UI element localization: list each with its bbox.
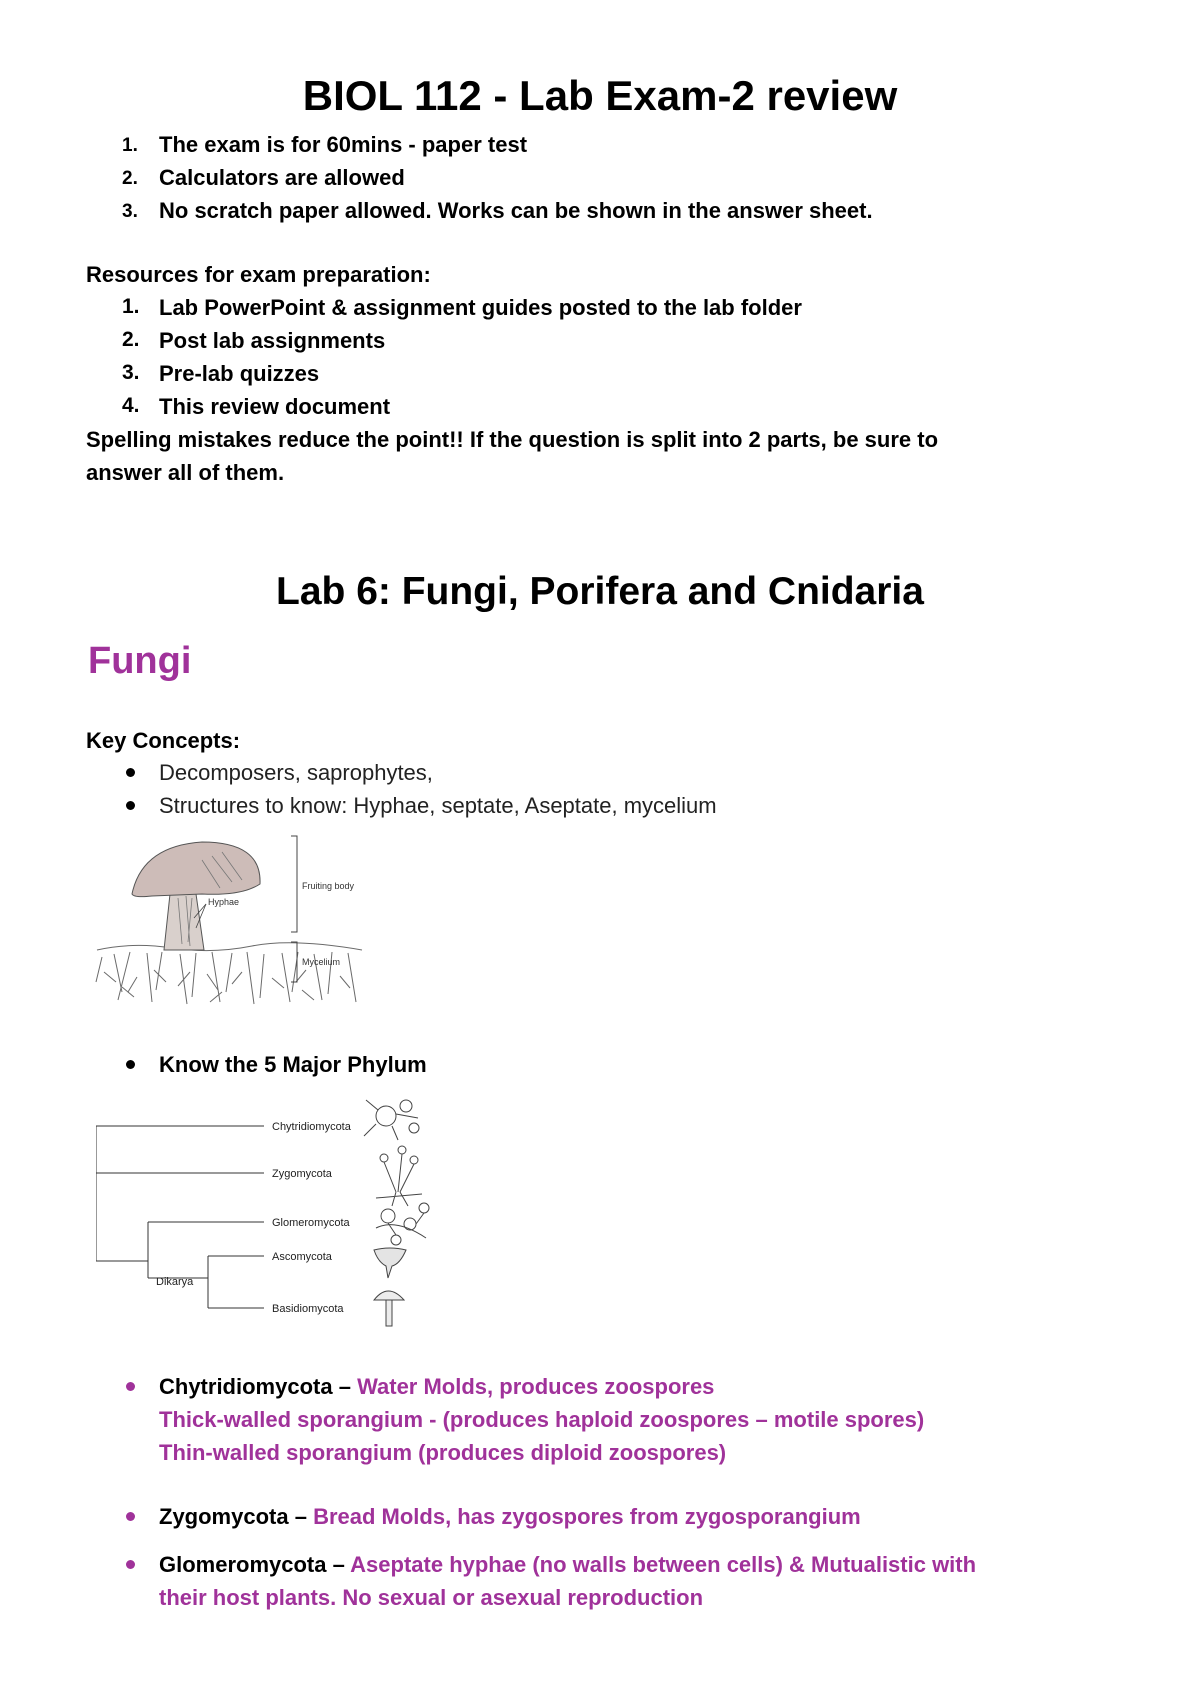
bullet-icon bbox=[126, 801, 135, 810]
bullet-icon bbox=[126, 1560, 135, 1569]
phylum-separator: – bbox=[288, 1504, 314, 1529]
list-number: 1. bbox=[122, 135, 138, 156]
glomeromycota-line bbox=[159, 1552, 976, 1578]
resource-item: This review document bbox=[159, 394, 391, 419]
list-number: 2. bbox=[122, 328, 140, 351]
key-concept-item: Decomposers, saprophytes, bbox=[159, 760, 433, 785]
exam-rule-item: No scratch paper allowed. Works can be shown in the answer sheet. bbox=[159, 198, 873, 223]
chytridiomycota-detail-line: Thin-walled sporangium (produces diploid zoospores) bbox=[159, 1440, 727, 1465]
document-title: BIOL 112 - Lab Exam-2 review bbox=[302, 72, 898, 119]
zygomycota-line bbox=[159, 1504, 861, 1530]
phylum-bullet-text: Know the 5 Major Phylum bbox=[159, 1052, 427, 1077]
taxon-label: Chytridiomycota bbox=[272, 1121, 351, 1133]
phylum-description: Aseptate hyphae (no walls between cells) & Mutualistic with bbox=[350, 1552, 977, 1577]
phylum-separator: – bbox=[332, 1374, 358, 1399]
phylum-name: Glomeromycota bbox=[159, 1552, 327, 1577]
glomeromycota-detail-line: their host plants. No sexual or asexual reproduction bbox=[159, 1585, 704, 1610]
ascomycota-sketch-icon bbox=[374, 1248, 406, 1278]
taxon-label: Glomeromycota bbox=[272, 1217, 350, 1229]
taxon-label: Ascomycota bbox=[272, 1251, 332, 1263]
list-number: 3. bbox=[122, 361, 140, 384]
exam-rule-item: Calculators are allowed bbox=[159, 165, 405, 190]
phylum-description: Water Molds, produces zoospores bbox=[357, 1374, 715, 1399]
list-number: 2. bbox=[122, 168, 138, 189]
basidiomycota-sketch-icon bbox=[374, 1291, 404, 1326]
fungi-cladogram bbox=[96, 1088, 436, 1342]
glomeromycota-sketch-icon bbox=[376, 1203, 429, 1245]
mycelium-roots bbox=[96, 943, 362, 1004]
key-concepts-label: Key Concepts: bbox=[86, 728, 241, 753]
bullet-icon bbox=[126, 1060, 135, 1069]
key-concept-item: Structures to know: Hyphae, septate, Aseptate, mycelium bbox=[159, 793, 717, 818]
warning-text-line: Spelling mistakes reduce the point!! If the question is split into 2 parts, be sure to bbox=[86, 427, 939, 452]
list-number: 1. bbox=[122, 295, 140, 318]
phylum-name: Zygomycota bbox=[159, 1504, 289, 1529]
mushroom-structure-figure bbox=[92, 832, 372, 1010]
phylum-separator: – bbox=[326, 1552, 351, 1577]
taxon-label: Basidiomycota bbox=[272, 1303, 344, 1315]
clade-label-dikarya: Dikarya bbox=[156, 1276, 194, 1288]
resource-item: Post lab assignments bbox=[159, 328, 386, 353]
label-hyphae: Hyphae bbox=[208, 897, 240, 907]
exam-rule-item: The exam is for 60mins - paper test bbox=[159, 132, 528, 157]
list-number: 4. bbox=[122, 394, 140, 417]
resource-item: Pre-lab quizzes bbox=[159, 361, 320, 386]
label-mycelium: Mycelium bbox=[302, 957, 341, 967]
list-number: 3. bbox=[122, 201, 138, 222]
lab-title: Lab 6: Fungi, Porifera and Cnidaria bbox=[276, 570, 924, 613]
bullet-icon bbox=[126, 768, 135, 777]
label-fruiting-body: Fruiting body bbox=[302, 881, 355, 891]
bullet-icon bbox=[126, 1382, 135, 1391]
taxon-label: Zygomycota bbox=[272, 1168, 332, 1180]
phylum-description: Bread Molds, has zygospores from zygosporangium bbox=[313, 1504, 861, 1529]
chytridiomycota-detail-line: Thick-walled sporangium - (produces haploid zoospores – motile spores) bbox=[159, 1407, 925, 1432]
bullet-icon bbox=[126, 1512, 135, 1521]
zygomycota-sketch-icon bbox=[376, 1146, 422, 1206]
resource-item: Lab PowerPoint & assignment guides posted to the lab folder bbox=[159, 295, 802, 320]
mushroom-stalk bbox=[164, 894, 204, 950]
mushroom-cap bbox=[132, 842, 260, 897]
resources-heading: Resources for exam preparation: bbox=[86, 262, 431, 287]
warning-text-line: answer all of them. bbox=[86, 460, 285, 485]
chytrid-sketch-icon bbox=[364, 1100, 419, 1140]
chytridiomycota-line bbox=[159, 1374, 714, 1400]
section-heading-fungi: Fungi bbox=[88, 640, 192, 682]
phylum-name: Chytridiomycota bbox=[159, 1374, 333, 1399]
